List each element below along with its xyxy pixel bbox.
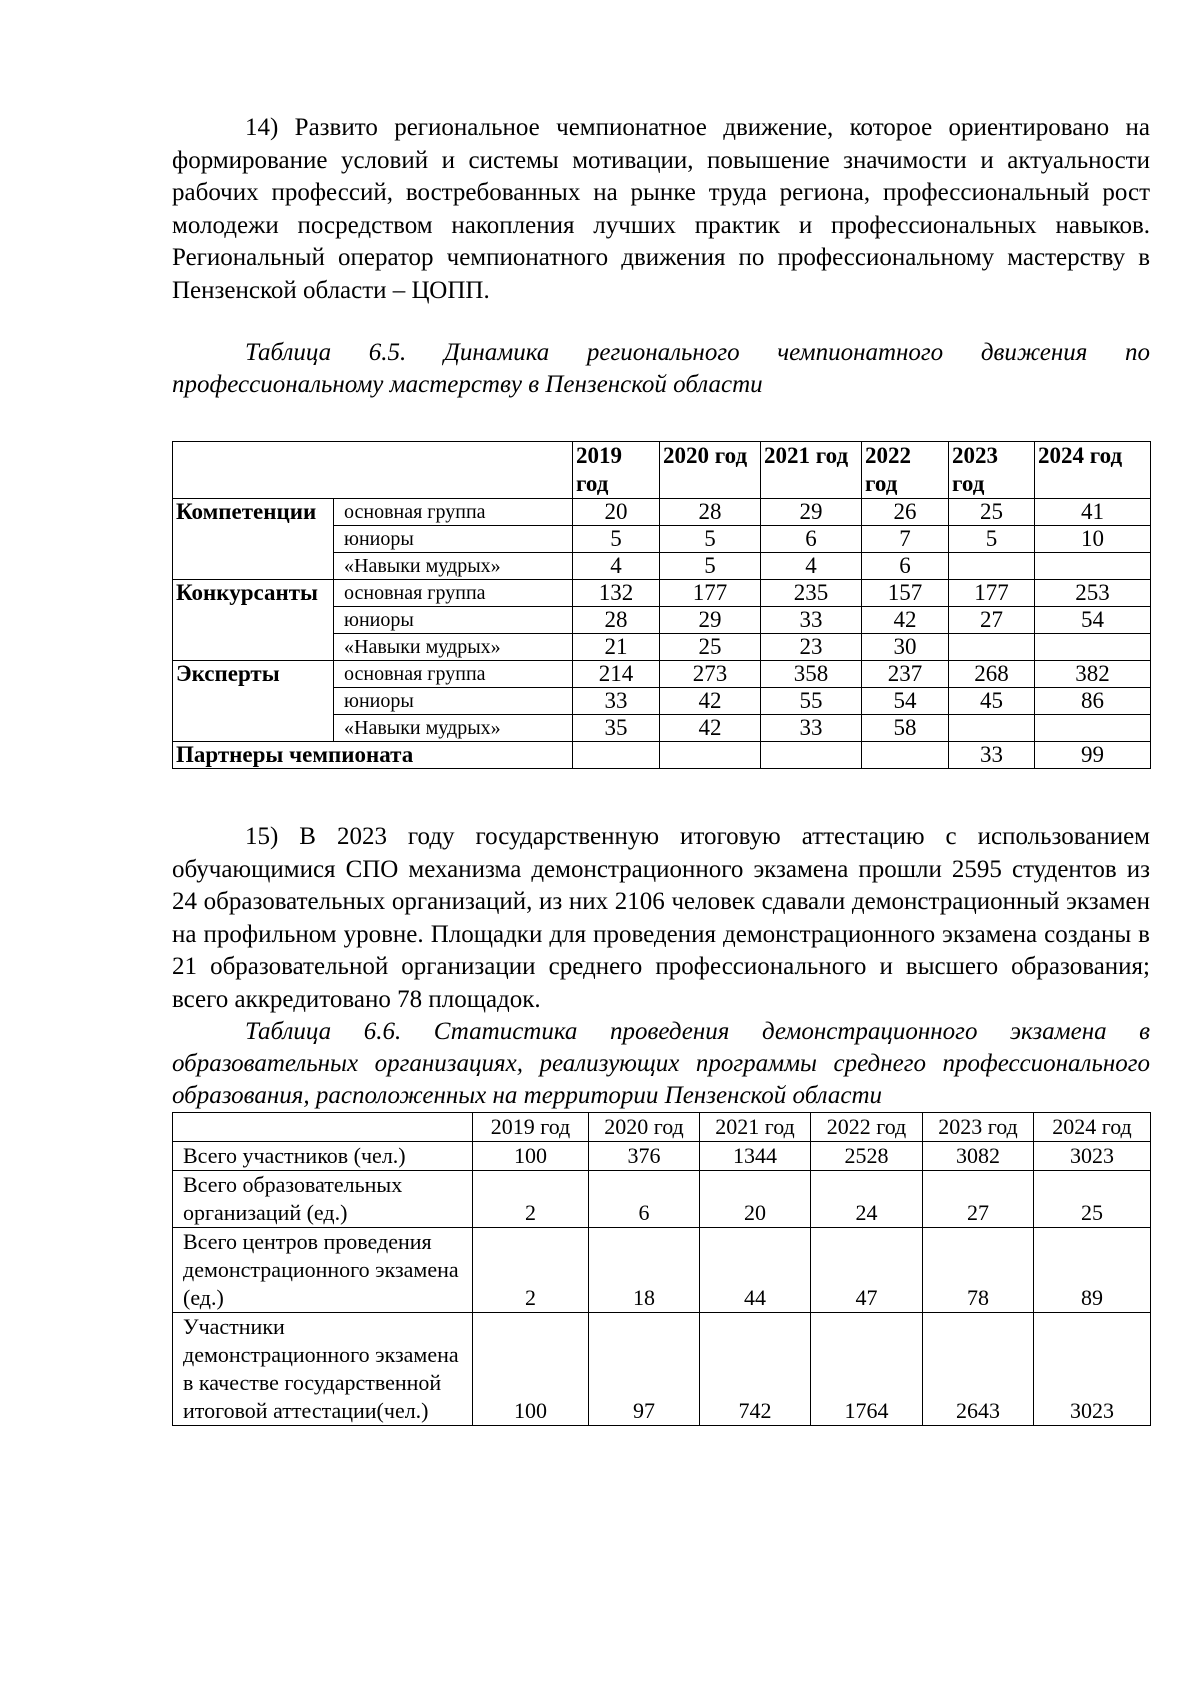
year-header: 2023 год [923, 1113, 1034, 1142]
row-label: Участники демонстрационного экзамена в качестве государственной итоговой аттестации(чел.) [173, 1313, 473, 1426]
year-header: 2024 год [1034, 1113, 1151, 1142]
table-cell: 78 [923, 1228, 1034, 1313]
table-cell: 28 [573, 607, 660, 634]
table-6-6-corner-cell [173, 1113, 473, 1142]
year-header: 2022 год [862, 442, 949, 499]
table-cell: 5 [660, 553, 761, 580]
table-cell: 376 [589, 1142, 700, 1171]
table-cell: 26 [862, 499, 949, 526]
table-cell: 100 [473, 1142, 589, 1171]
table-cell: 358 [761, 661, 862, 688]
table-cell: 25 [660, 634, 761, 661]
table-6-5-caption: Таблица 6.5. Динамика регионального чемпионатного движения по профессиональному мастерству в Пензенской области [172, 339, 1150, 398]
table-cell: 28 [660, 499, 761, 526]
table-cell: 5 [660, 526, 761, 553]
row-label: юниоры [334, 526, 573, 553]
table-cell: 35 [573, 715, 660, 742]
row-label: Всего участников (чел.) [173, 1142, 473, 1171]
table-cell: 29 [660, 607, 761, 634]
table-cell: 1344 [700, 1142, 811, 1171]
table-cell: 235 [761, 580, 862, 607]
table-cell: 54 [1035, 607, 1151, 634]
table-cell [949, 553, 1035, 580]
table-cell [949, 715, 1035, 742]
table-cell: 4 [573, 553, 660, 580]
year-header: 2020 год [660, 442, 761, 499]
table-6-5-header-row [173, 442, 1151, 499]
table-cell: 33 [949, 742, 1035, 769]
row-label: «Навыки мудрых» [334, 715, 573, 742]
table-cell: 1764 [811, 1313, 923, 1426]
year-header: 2022 год [811, 1113, 923, 1142]
table-row [173, 1228, 1151, 1313]
row-label: основная группа [334, 580, 573, 607]
table-cell: 42 [862, 607, 949, 634]
table-cell: 54 [862, 688, 949, 715]
table-cell: 4 [761, 553, 862, 580]
table-cell: 20 [700, 1171, 811, 1228]
table-row [173, 1142, 1151, 1171]
year-header: 2019 год [473, 1113, 589, 1142]
table-cell: 58 [862, 715, 949, 742]
table-cell: 3082 [923, 1142, 1034, 1171]
year-header: 2021 год [761, 442, 862, 499]
table-6-5 [172, 441, 1151, 769]
group-label: Эксперты [173, 661, 334, 742]
table-cell: 5 [573, 526, 660, 553]
table-cell: 47 [811, 1228, 923, 1313]
table-cell: 2528 [811, 1142, 923, 1171]
table-cell: 3023 [1034, 1142, 1151, 1171]
table-cell: 268 [949, 661, 1035, 688]
table-cell [949, 634, 1035, 661]
table-cell: 21 [573, 634, 660, 661]
row-label: юниоры [334, 688, 573, 715]
year-header: 2019 год [573, 442, 660, 499]
table-cell: 7 [862, 526, 949, 553]
table-cell [1035, 553, 1151, 580]
table-cell: 33 [761, 715, 862, 742]
table-cell: 24 [811, 1171, 923, 1228]
table-cell: 6 [761, 526, 862, 553]
table-6-6 [172, 1112, 1151, 1426]
table-row [173, 1313, 1151, 1426]
table-6-6-caption: Таблица 6.6. Статистика проведения демонстрационного экзамена в образовательных организациях, реализующих программы среднего профессионального образования, расположенных на территории Пензенской области [172, 1018, 1150, 1109]
table-cell: 27 [949, 607, 1035, 634]
table-cell: 10 [1035, 526, 1151, 553]
table-cell: 6 [589, 1171, 700, 1228]
table-cell: 2643 [923, 1313, 1034, 1426]
table-cell: 99 [1035, 742, 1151, 769]
row-label: основная группа [334, 499, 573, 526]
table-cell [660, 742, 761, 769]
table-cell [761, 742, 862, 769]
table-cell: 45 [949, 688, 1035, 715]
table-cell: 2 [473, 1171, 589, 1228]
year-header: 2024 год [1035, 442, 1151, 499]
table-cell: 742 [700, 1313, 811, 1426]
table-row-partners [173, 742, 1151, 769]
row-label: «Навыки мудрых» [334, 553, 573, 580]
table-cell: 25 [949, 499, 1035, 526]
table-cell: 177 [949, 580, 1035, 607]
table-row [173, 1171, 1151, 1228]
table-cell: 33 [761, 607, 862, 634]
table-cell: 97 [589, 1313, 700, 1426]
table-cell: 3023 [1034, 1313, 1151, 1426]
year-header: 2021 год [700, 1113, 811, 1142]
table-cell [862, 742, 949, 769]
document-page [172, 112, 1150, 1426]
row-label: основная группа [334, 661, 573, 688]
table-cell: 29 [761, 499, 862, 526]
table-cell: 2 [473, 1228, 589, 1313]
paragraph-15: 15) В 2023 году государственную итоговую аттестацию с использованием обучающимися СПО механизма демонстрационного экзамена прошли 2595 студентов из 24 образовательных организаций, из них 2106 человек сдавали демонстрационный экзамен на профильном уровне. Площадки для проведения демонстрационного экзамена созданы в 21 образовательной организации среднего профессионального и высшего образования; всего аккредитовано 78 площадок. [172, 823, 1150, 1013]
table-cell: 214 [573, 661, 660, 688]
table-cell: 27 [923, 1171, 1034, 1228]
table-cell: 5 [949, 526, 1035, 553]
table-cell: 382 [1035, 661, 1151, 688]
table-cell: 6 [862, 553, 949, 580]
table-cell: 42 [660, 715, 761, 742]
table-cell: 23 [761, 634, 862, 661]
table-cell: 55 [761, 688, 862, 715]
row-label: Партнеры чемпионата [173, 742, 573, 769]
table-cell: 89 [1034, 1228, 1151, 1313]
table-cell: 20 [573, 499, 660, 526]
table-cell: 132 [573, 580, 660, 607]
table-cell: 157 [862, 580, 949, 607]
table-row [173, 661, 1151, 688]
row-label: Всего образовательных организаций (ед.) [173, 1171, 473, 1228]
table-cell: 100 [473, 1313, 589, 1426]
row-label: «Навыки мудрых» [334, 634, 573, 661]
table-cell: 237 [862, 661, 949, 688]
group-label: Конкурсанты [173, 580, 334, 661]
table-cell: 177 [660, 580, 761, 607]
group-label: Компетенции [173, 499, 334, 580]
table-cell: 25 [1034, 1171, 1151, 1228]
table-row [173, 499, 1151, 526]
table-cell: 273 [660, 661, 761, 688]
table-cell: 44 [700, 1228, 811, 1313]
row-label: Всего центров проведения демонстрационного экзамена (ед.) [173, 1228, 473, 1313]
year-header: 2020 год [589, 1113, 700, 1142]
table-cell: 42 [660, 688, 761, 715]
table-cell: 30 [862, 634, 949, 661]
table-cell [573, 742, 660, 769]
table-cell [1035, 715, 1151, 742]
row-label: юниоры [334, 607, 573, 634]
paragraph-14: 14) Развито региональное чемпионатное движение, которое ориентировано на формирование условий и системы мотивации, повышение значимости и актуальности рабочих профессий, востребованных на рынке труда региона, профессиональный рост молодежи посредством накопления лучших практик и профессиональных навыков. Региональный оператор чемпионатного движения по профессиональному мастерству в Пензенской области – ЦОПП. [172, 114, 1150, 304]
table-cell: 18 [589, 1228, 700, 1313]
table-6-5-corner-cell [173, 442, 573, 499]
table-cell: 86 [1035, 688, 1151, 715]
table-cell [1035, 634, 1151, 661]
table-cell: 33 [573, 688, 660, 715]
table-row [173, 580, 1151, 607]
year-header: 2023 год [949, 442, 1035, 499]
table-cell: 41 [1035, 499, 1151, 526]
table-6-6-header-row [173, 1113, 1151, 1142]
table-cell: 253 [1035, 580, 1151, 607]
